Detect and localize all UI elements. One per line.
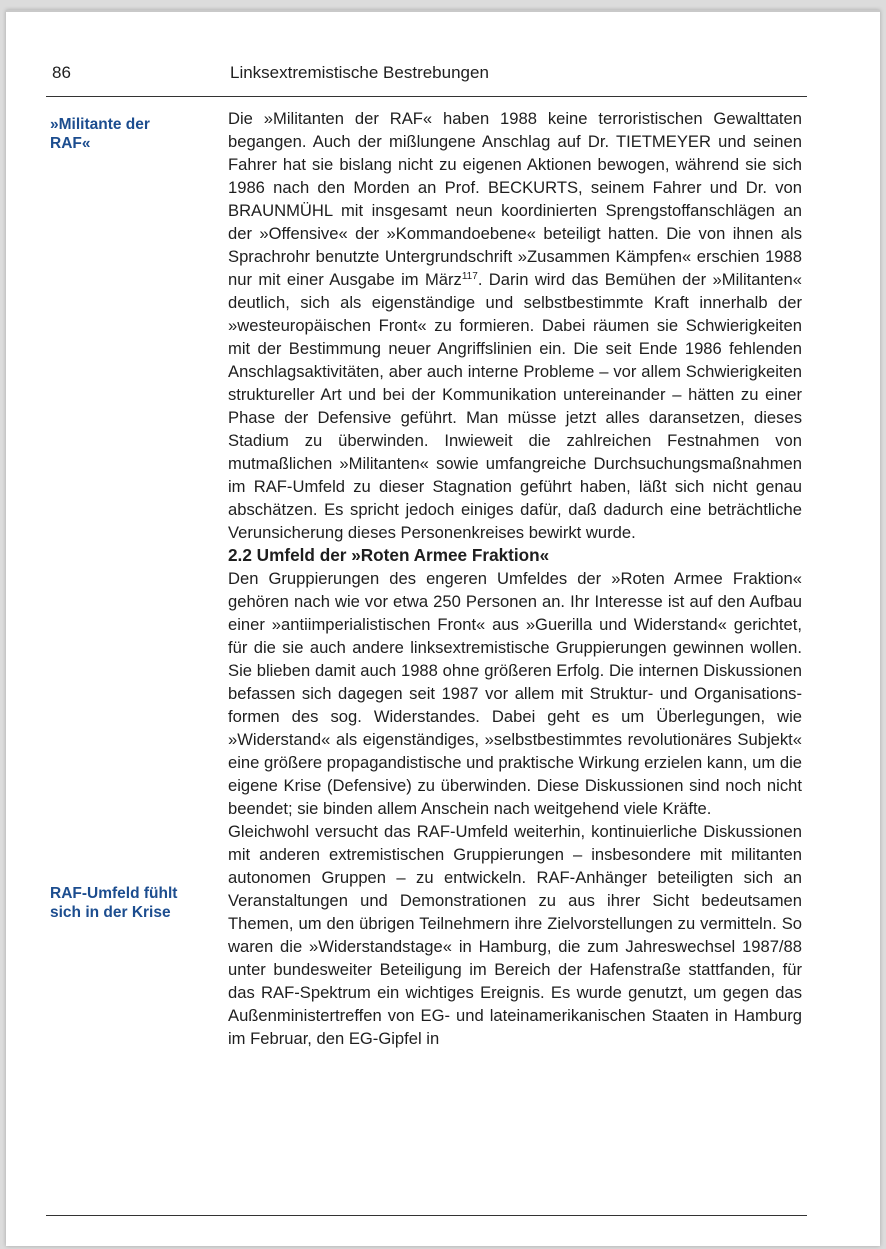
paragraph-text: Die »Militanten der RAF« haben 1988 keine terroristischen Gewalttaten begangen. Auch der mißlungene Anschlag auf Dr. TIETMEYER und seinen Fahrer hat sie bislang nicht zu eigenen Aktionen bewogen, während sie sich 1986 nach den Morden an Prof. BECKURTS, seinem Fahrer und Dr. von BRAUNMÜHL mit insgesamt neun koordinierten Sprengstoffanschlägen an der »Offensive« der »Kommandoebene« beteiligt hatten. Die von ihnen als Sprachrohr benutzte Untergrundschrift »Zusammen Kämpfen« erschien 1988 nur mit einer Ausgabe im März xyxy=(228,109,802,289)
margin-note-line: RAF« xyxy=(50,135,91,152)
paragraph-umfeld: Den Gruppierungen des engeren Umfeldes der »Roten Armee Fraktion« gehören nach wie vor etwa 250 Personen an. Ihr Interesse ist auf den Aufbau einer »antiimperialistischen Front« aus »Guerilla und Widerstand« gerichtet, für die sie auch andere linksextremistische Gruppierungen gewinnen wollen. Sie blieben damit auch 1988 ohne größeren Erfolg. Die internen Diskussionen befassen sich dagegen seit 1987 vor allem mit Struktur- und Organisationsformen des sog. Widerstandes. Dabei geht es um Überlegungen, wie »Widerstand« als eigenständiges, »selbstbestimmtes revolutionäres Subjekt« eine größere propagandistische und praktische Wirkung erzielen kann, um die eigene Krise (Defensive) zu überwinden. Diese Diskussionen sind noch nicht beendet; sie binden allem Anschein nach weitgehend viele Kräfte. xyxy=(228,569,802,818)
margin-note-line: RAF-Umfeld fühlt xyxy=(50,885,178,902)
top-edge-rule xyxy=(6,10,880,12)
margin-note-militante xyxy=(50,115,220,153)
paragraph-text: . Darin wird das Bemühen der »Militanten« deutlich, sich als eigenständige und selbstbestimmte Kraft innerhalb der »westeuropäischen Front« zu formieren. Dabei räumen sie Schwierigkeiten mit der Bestimmung neuer Angriffslinien ein. Die seit Ende 1986 fehlenden Anschlagsaktivitäten, aber auch interne Probleme – vor allem Schwierigkeiten struktureller Art und bei der Kommunikation untereinander – hätten zu einer Phase der Defensive geführt. Man müsse jetzt alles daransetzen, dieses Stadium zu überwinden. Inwieweit die zahlreichen Festnahmen von mutmaßlichen »Militanten« sowie umfangreiche Durchsuchungsmaßnahmen im RAF-Umfeld zu dieser Stagnation geführt haben, läßt sich nicht genau abschätzen. Es spricht jedoch einiges dafür, daß dadurch eine beträchtliche Verunsicherung dieses Personenkreises bewirkt wurde. xyxy=(228,270,802,542)
page-number: 86 xyxy=(52,63,71,82)
margin-note-umfeld xyxy=(50,884,220,922)
document-page xyxy=(6,10,880,1246)
footer-rule xyxy=(46,1215,807,1216)
running-title: Linksextremistische Bestrebungen xyxy=(230,63,489,82)
paragraph-militante xyxy=(228,107,802,544)
margin-note-line: »Militante der xyxy=(50,116,150,133)
footnote-marker: 117 xyxy=(461,271,478,282)
header-rule xyxy=(46,96,807,97)
paragraph-gleichwohl: Gleichwohl versucht das RAF-Umfeld weiterhin, kontinuierliche Diskussionen mit anderen extremistischen Gruppierungen – insbesondere mit militanten autonomen Gruppen – zu entwickeln. RAF-Anhänger beteiligten sich an Veranstaltungen und Demonstrationen zu aus ihrer Sicht bedeutsamen Themen, um den übrigen Teilnehmern ihre Zielvorstellungen zu vermitteln. So waren die »Widerstandstage« in Hamburg, die zum Jahreswechsel 1987/88 unter bundesweiter Beteiligung im Bereich der Hafenstraße stattfanden, für das RAF-Spektrum ein wichtiges Ereignis. Es wurde genutzt, um gegen das Außenministertreffen von EG- und lateinamerikanischen Staaten in Hamburg im Februar, den EG-Gipfel in xyxy=(228,822,802,1048)
body-column xyxy=(228,107,802,1050)
margin-note-line: sich in der Krise xyxy=(50,904,171,921)
section-heading: 2.2 Umfeld der »Roten Armee Fraktion« xyxy=(228,545,550,565)
